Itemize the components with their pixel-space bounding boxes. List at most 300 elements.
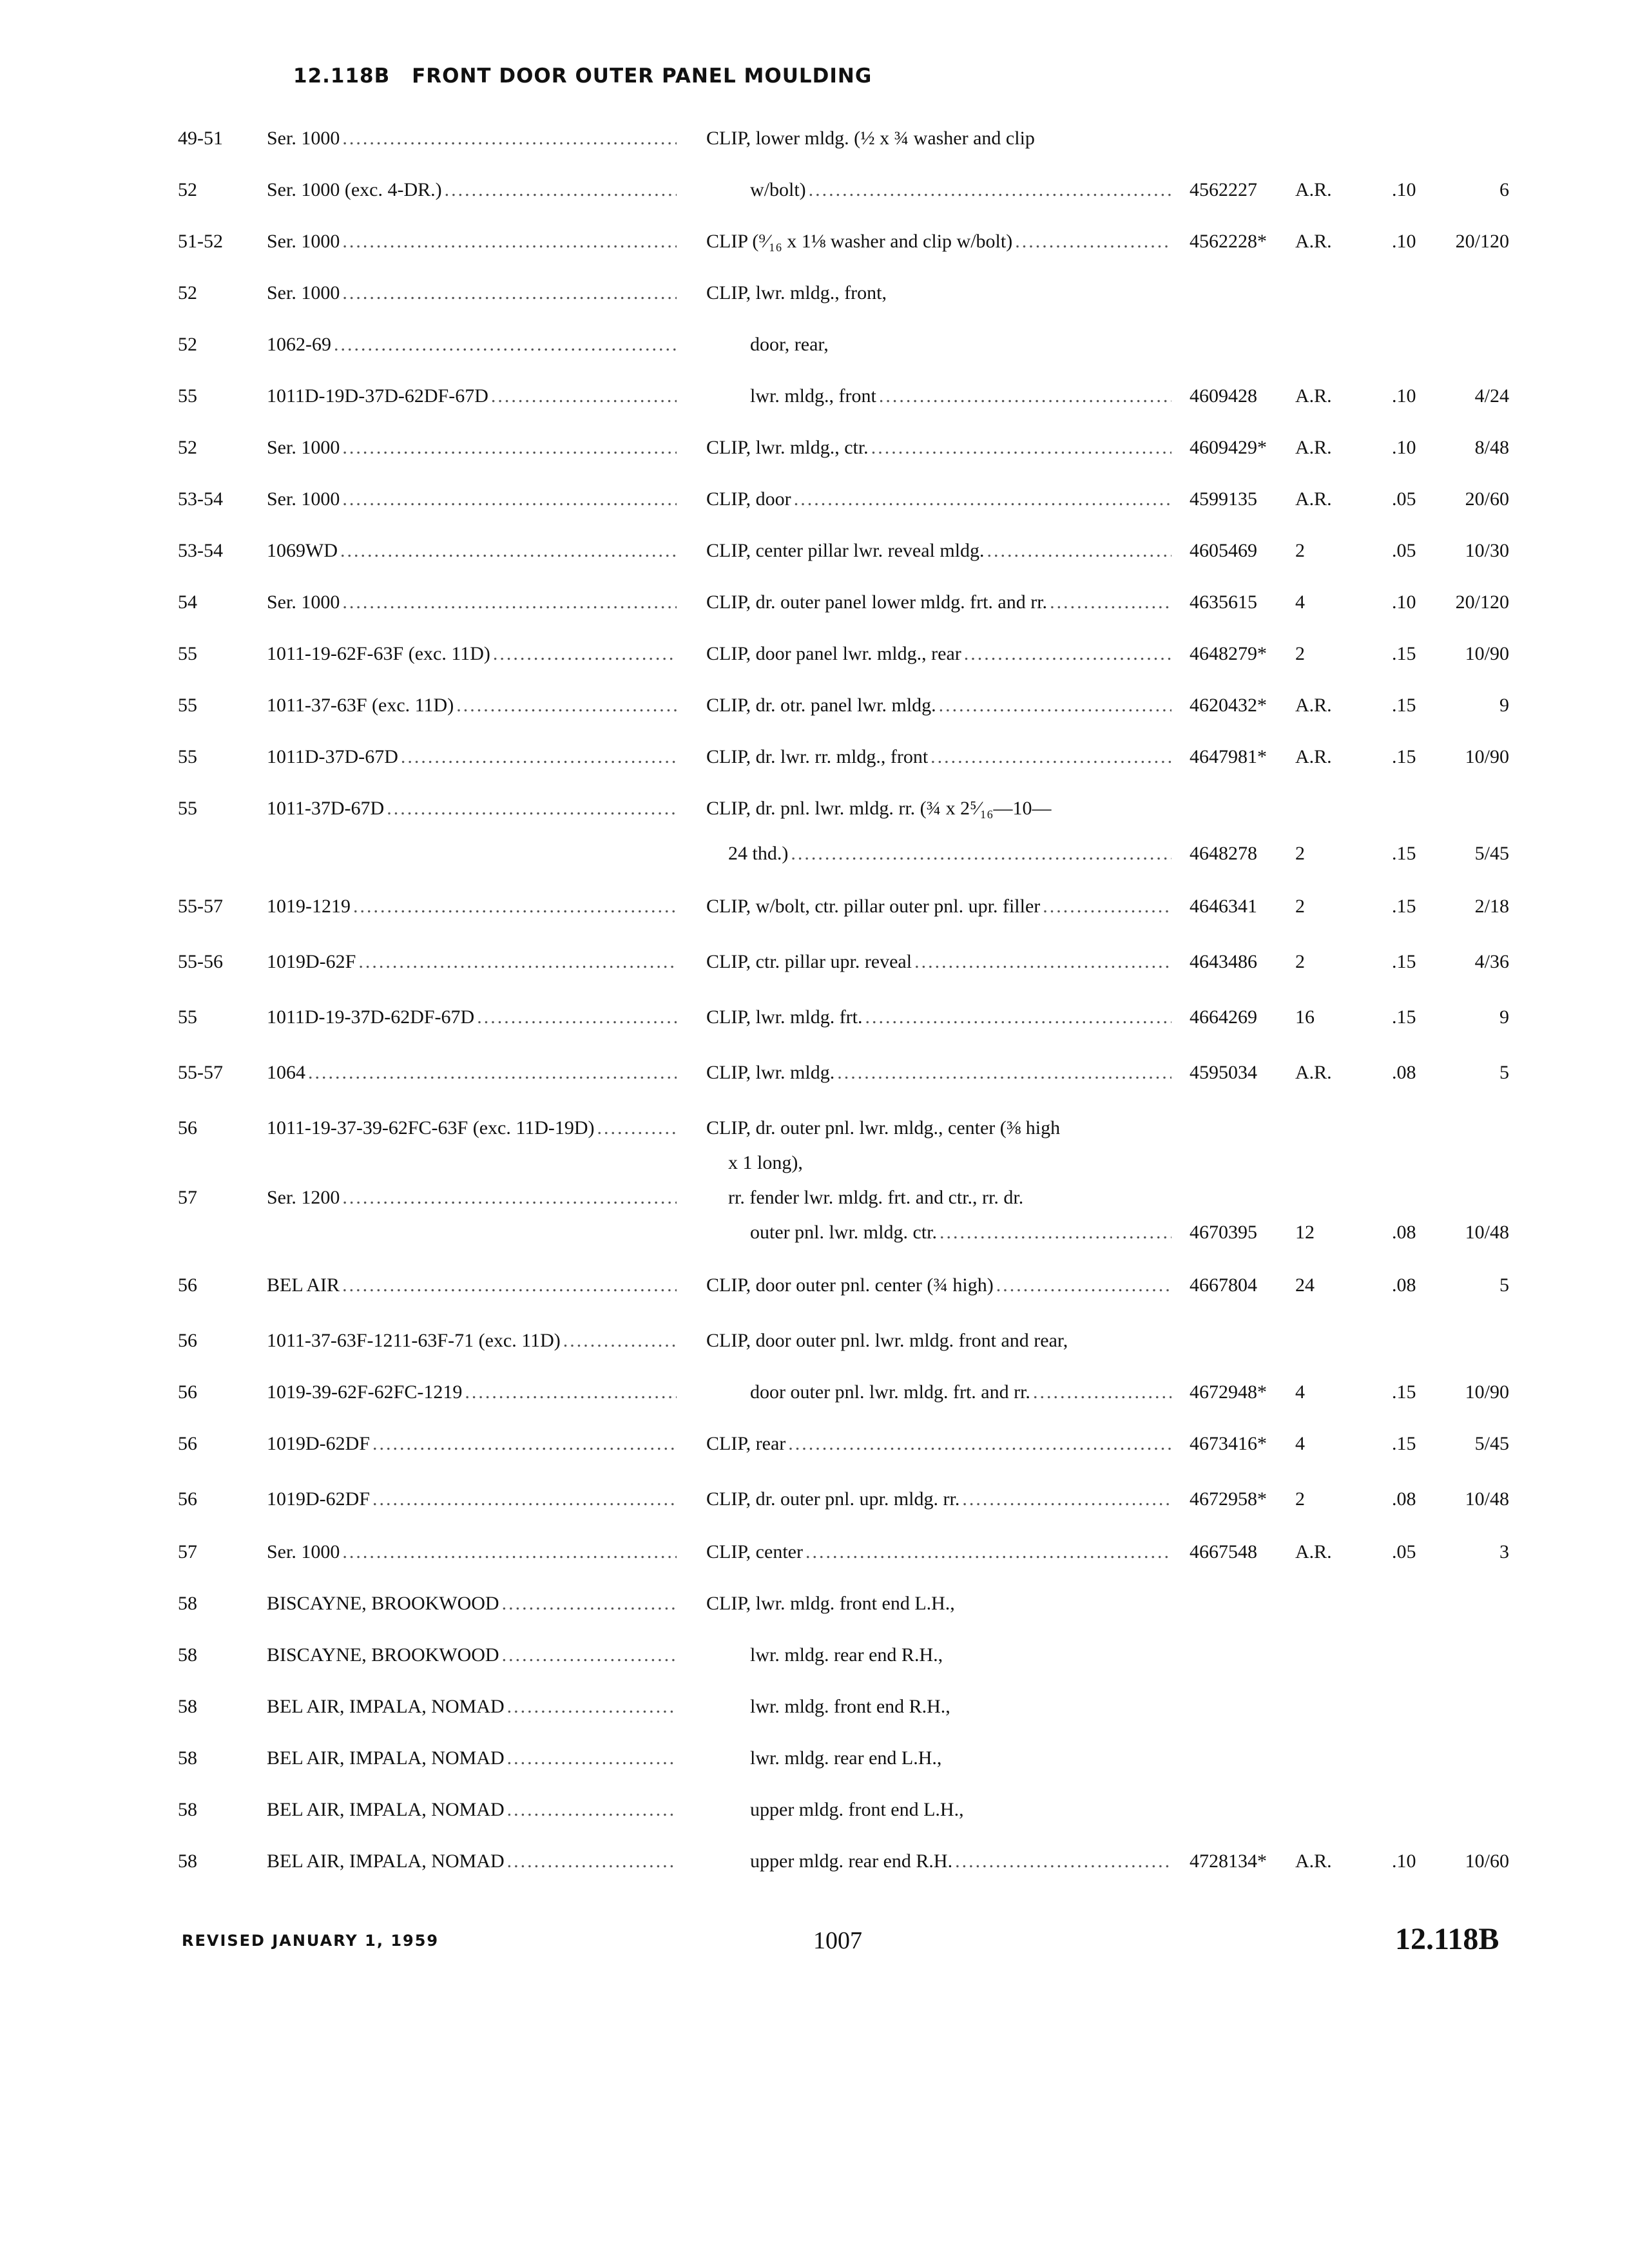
dot-leader	[985, 535, 1171, 567]
quantity: A.R.	[1295, 1850, 1332, 1872]
part-description	[706, 432, 1171, 464]
figure-number: 53-54	[178, 540, 223, 561]
table-row	[0, 586, 1629, 638]
part-description	[706, 890, 1171, 923]
revision-date: REVISED JANUARY 1, 1959	[182, 1932, 439, 1950]
price: .15	[1392, 1433, 1416, 1454]
price: .08	[1392, 1274, 1416, 1296]
figure-number: 56	[178, 1381, 197, 1403]
part-description-text: CLIP, rear	[706, 1433, 786, 1454]
quantity: A.R.	[1295, 437, 1332, 458]
figure-number: 57	[178, 1541, 197, 1562]
part-description	[750, 1216, 1171, 1249]
footer-section-number: 12.118B	[1395, 1922, 1499, 1956]
table-row	[0, 838, 1629, 890]
model-series-text: BEL AIR, IMPALA, NOMAD	[267, 1696, 505, 1717]
model-series-text: 1011-19-37-39-62FC-63F (exc. 11D-19D)	[267, 1117, 595, 1139]
model-series-text: Ser. 1200	[267, 1187, 340, 1208]
part-description-text: CLIP, door	[706, 488, 791, 510]
model-series	[267, 380, 677, 412]
dot-leader	[786, 1428, 1171, 1460]
quantity: 16	[1295, 1006, 1315, 1028]
price: .08	[1392, 1222, 1416, 1243]
table-row	[0, 1428, 1629, 1483]
package-quantity: 10/48	[1465, 1222, 1509, 1243]
part-number: 4605469	[1190, 540, 1257, 561]
model-series-text: 1069WD	[267, 540, 338, 561]
dot-leader	[340, 586, 677, 619]
figure-number: 56	[178, 1330, 197, 1351]
table-row	[0, 1794, 1629, 1845]
table-row	[0, 793, 1629, 838]
price: .15	[1392, 1381, 1416, 1403]
part-description	[706, 535, 1171, 567]
model-series-text: BEL AIR	[267, 1274, 340, 1296]
dot-leader	[340, 1269, 677, 1302]
model-series	[267, 689, 677, 722]
part-description	[750, 380, 1171, 412]
model-series	[267, 586, 677, 619]
model-series-text: 1011-19-62F-63F (exc. 11D)	[267, 643, 490, 664]
part-number: 4728134*	[1190, 1850, 1267, 1872]
dot-leader	[936, 689, 1171, 722]
dot-leader	[595, 1112, 677, 1144]
model-series-text: 1064	[267, 1062, 305, 1083]
figure-number: 56	[178, 1117, 197, 1139]
package-quantity: 9	[1499, 1006, 1509, 1028]
part-description	[706, 226, 1171, 258]
model-series	[267, 1428, 677, 1460]
package-quantity: 10/90	[1465, 746, 1509, 767]
part-number: 4673416*	[1190, 1433, 1267, 1454]
part-description: CLIP, lwr. mldg. front end L.H.,	[706, 1593, 955, 1614]
dot-leader	[1047, 586, 1171, 619]
figure-number: 57	[178, 1187, 197, 1208]
part-number: 4620432*	[1190, 695, 1267, 716]
part-number: 4667548	[1190, 1541, 1257, 1562]
model-series-text: Ser. 1000	[267, 1541, 340, 1562]
part-description	[706, 1536, 1171, 1568]
part-description: upper mldg. front end L.H.,	[750, 1799, 964, 1820]
dot-leader	[340, 1182, 677, 1214]
dot-leader	[384, 793, 677, 825]
part-description	[728, 838, 1171, 870]
figure-number: 55	[178, 385, 197, 407]
figure-number: 52	[178, 282, 197, 303]
part-description: CLIP, dr. pnl. lwr. mldg. rr. (¾ x 2⁵⁄₁₆—10—	[706, 798, 1052, 819]
model-series	[267, 277, 677, 309]
part-description-text: CLIP, door outer pnl. center (¾ high)	[706, 1274, 994, 1296]
model-series	[267, 1845, 677, 1878]
dot-leader	[869, 432, 1171, 464]
price: .05	[1392, 488, 1416, 510]
dot-leader	[462, 1376, 677, 1408]
part-description	[706, 946, 1171, 978]
part-number: 4672948*	[1190, 1381, 1267, 1403]
part-description-text: CLIP, lwr. mldg.	[706, 1062, 835, 1083]
model-series-text: 1019-39-62F-62FC-1219	[267, 1381, 463, 1403]
figure-number: 55	[178, 695, 197, 716]
part-description-text: CLIP, ctr. pillar upr. reveal	[706, 951, 912, 972]
price: .15	[1392, 896, 1416, 917]
figure-number: 55-57	[178, 896, 223, 917]
part-description: CLIP, lower mldg. (½ x ¾ washer and clip	[706, 128, 1035, 149]
table-row	[0, 1691, 1629, 1742]
package-quantity: 20/60	[1465, 488, 1509, 510]
part-description-text: CLIP, dr. outer panel lower mldg. frt. and rr.	[706, 591, 1048, 613]
model-series-text: Ser. 1000	[267, 591, 340, 613]
part-description-text: CLIP (⁹⁄₁₆ x 1⅛ washer and clip w/bolt)	[706, 231, 1013, 252]
package-quantity: 10/48	[1465, 1488, 1509, 1510]
part-number: 4647981*	[1190, 746, 1267, 767]
model-series	[267, 1483, 677, 1515]
part-description	[750, 1376, 1171, 1408]
dot-leader	[505, 1794, 677, 1826]
figure-number: 55	[178, 798, 197, 819]
dot-leader	[863, 1001, 1171, 1033]
model-series-text: Ser. 1000	[267, 231, 340, 252]
package-quantity: 5	[1499, 1274, 1509, 1296]
dot-leader	[505, 1691, 677, 1723]
dot-leader	[928, 741, 1171, 773]
page-title	[293, 64, 872, 88]
dot-leader	[788, 838, 1171, 870]
dot-leader	[961, 638, 1171, 670]
part-description	[750, 1845, 1171, 1878]
model-series	[267, 946, 677, 978]
model-series-text: 1019D-62DF	[267, 1488, 371, 1510]
part-number: 4609429*	[1190, 437, 1267, 458]
figure-number: 58	[178, 1747, 197, 1769]
table-row	[0, 535, 1629, 586]
model-series-text: BEL AIR, IMPALA, NOMAD	[267, 1850, 505, 1872]
dot-leader	[340, 226, 677, 258]
part-description: door, rear,	[750, 334, 829, 355]
model-series	[267, 483, 677, 515]
package-quantity: 2/18	[1474, 896, 1509, 917]
model-series	[267, 793, 677, 825]
dot-leader	[952, 1845, 1171, 1878]
model-series-text: 1011D-37D-67D	[267, 746, 398, 767]
quantity: 4	[1295, 1433, 1305, 1454]
quantity: 2	[1295, 540, 1305, 561]
quantity: 2	[1295, 951, 1305, 972]
part-number: 4646341	[1190, 896, 1257, 917]
quantity: 12	[1295, 1222, 1315, 1243]
model-series	[267, 1325, 677, 1357]
table-row	[0, 638, 1629, 689]
part-description	[706, 689, 1171, 722]
part-description-text: w/bolt)	[750, 179, 806, 200]
model-series-text: 1011D-19-37D-62DF-67D	[267, 1006, 475, 1028]
dot-leader	[340, 483, 677, 515]
part-number: 4635615	[1190, 591, 1257, 613]
table-row	[0, 277, 1629, 329]
quantity: 4	[1295, 1381, 1305, 1403]
quantity: A.R.	[1295, 695, 1332, 716]
model-series-text: 1062-69	[267, 334, 331, 355]
figure-number: 55-57	[178, 1062, 223, 1083]
model-series-text: 1019D-62DF	[267, 1433, 371, 1454]
part-number: 4648279*	[1190, 643, 1267, 664]
model-series-text: BISCAYNE, BROOKWOOD	[267, 1644, 499, 1666]
model-series	[267, 741, 677, 773]
figure-number: 52	[178, 437, 197, 458]
price: .10	[1392, 1850, 1416, 1872]
package-quantity: 20/120	[1455, 591, 1509, 613]
model-series-text: 1011-37-63F-1211-63F-71 (exc. 11D)	[267, 1330, 561, 1351]
package-quantity: 9	[1499, 695, 1509, 716]
quantity: A.R.	[1295, 179, 1332, 200]
package-quantity: 4/24	[1474, 385, 1509, 407]
quantity: 2	[1295, 896, 1305, 917]
dot-leader	[370, 1428, 677, 1460]
part-description-text: CLIP, dr. otr. panel lwr. mldg.	[706, 695, 936, 716]
table-row	[0, 890, 1629, 946]
dot-leader	[505, 1742, 677, 1774]
model-series-text: Ser. 1000	[267, 128, 340, 149]
quantity: A.R.	[1295, 385, 1332, 407]
price: .05	[1392, 1541, 1416, 1562]
section-title: FRONT DOOR OUTER PANEL MOULDING	[412, 64, 872, 88]
dot-leader	[454, 689, 677, 722]
dot-leader	[442, 174, 677, 206]
figure-number: 55-56	[178, 951, 223, 972]
section-number: 12.118B	[293, 64, 390, 88]
package-quantity: 10/90	[1465, 1381, 1509, 1403]
dot-leader	[356, 946, 677, 978]
figure-number: 58	[178, 1644, 197, 1666]
part-description-text: outer pnl. lwr. mldg. ctr.	[750, 1222, 937, 1243]
dot-leader	[499, 1639, 677, 1671]
table-row	[0, 1483, 1629, 1536]
price: .15	[1392, 951, 1416, 972]
package-quantity: 10/60	[1465, 1850, 1509, 1872]
table-row	[0, 946, 1629, 1001]
part-description	[706, 483, 1171, 515]
figure-number: 53-54	[178, 488, 223, 510]
price: .15	[1392, 695, 1416, 716]
dot-leader	[305, 1057, 677, 1089]
model-series-text: Ser. 1000 (exc. 4-DR.)	[267, 179, 442, 200]
part-number: 4599135	[1190, 488, 1257, 510]
dot-leader	[834, 1057, 1171, 1089]
figure-number: 52	[178, 334, 197, 355]
part-description-text: CLIP, w/bolt, ctr. pillar outer pnl. upr. filler	[706, 896, 1041, 917]
figure-number: 56	[178, 1488, 197, 1510]
figure-number: 55	[178, 1006, 197, 1028]
model-series	[267, 1001, 677, 1033]
model-series	[267, 1269, 677, 1302]
figure-number: 58	[178, 1850, 197, 1872]
part-description-text: CLIP, lwr. mldg., ctr.	[706, 437, 869, 458]
model-series	[267, 1536, 677, 1568]
price: .15	[1392, 643, 1416, 664]
dot-leader	[398, 741, 677, 773]
price: .08	[1392, 1488, 1416, 1510]
part-description: CLIP, lwr. mldg., front,	[706, 282, 887, 303]
model-series	[267, 1588, 677, 1620]
package-quantity: 6	[1499, 179, 1509, 200]
part-description: rr. fender lwr. mldg. frt. and ctr., rr. dr.	[728, 1187, 1024, 1208]
price: .10	[1392, 437, 1416, 458]
model-series	[267, 329, 677, 361]
parts-list	[0, 122, 1629, 1897]
figure-number: 54	[178, 591, 197, 613]
table-row	[0, 329, 1629, 380]
dot-leader	[912, 946, 1171, 978]
model-series	[267, 122, 677, 155]
dot-leader	[338, 535, 677, 567]
part-description	[706, 1269, 1171, 1302]
model-series	[267, 535, 677, 567]
package-quantity: 8/48	[1474, 437, 1509, 458]
quantity: 4	[1295, 591, 1305, 613]
dot-leader	[340, 122, 677, 155]
quantity: A.R.	[1295, 488, 1332, 510]
table-row	[0, 1376, 1629, 1428]
part-description-text: lwr. mldg., front	[750, 385, 876, 407]
quantity: 2	[1295, 843, 1305, 864]
quantity: 2	[1295, 1488, 1305, 1510]
figure-number: 56	[178, 1274, 197, 1296]
figure-number: 58	[178, 1799, 197, 1820]
part-number: 4562228*	[1190, 231, 1267, 252]
package-quantity: 3	[1499, 1541, 1509, 1562]
dot-leader	[561, 1325, 677, 1357]
table-row	[0, 1536, 1629, 1588]
dot-leader	[1030, 1376, 1171, 1408]
part-number: 4664269	[1190, 1006, 1257, 1028]
table-row	[0, 1639, 1629, 1691]
part-number: 4595034	[1190, 1062, 1257, 1083]
part-number: 4648278	[1190, 843, 1257, 864]
dot-leader	[959, 1483, 1171, 1515]
part-description	[750, 174, 1171, 206]
part-number: 4670395	[1190, 1222, 1257, 1243]
table-row	[0, 741, 1629, 793]
part-description	[706, 1428, 1171, 1460]
model-series	[267, 1639, 677, 1671]
part-number: 4643486	[1190, 951, 1257, 972]
table-row	[0, 1147, 1629, 1182]
page-number: 1007	[813, 1927, 862, 1954]
part-description-text: CLIP, door panel lwr. mldg., rear	[706, 643, 961, 664]
part-description-text: CLIP, center	[706, 1541, 803, 1562]
model-series	[267, 174, 677, 206]
figure-number: 56	[178, 1433, 197, 1454]
price: .10	[1392, 385, 1416, 407]
quantity: A.R.	[1295, 1062, 1332, 1083]
dot-leader	[994, 1269, 1171, 1302]
dot-leader	[474, 1001, 677, 1033]
quantity: A.R.	[1295, 1541, 1332, 1562]
dot-leader	[488, 380, 677, 412]
model-series-text: BISCAYNE, BROOKWOOD	[267, 1593, 499, 1614]
package-quantity: 5	[1499, 1062, 1509, 1083]
table-row	[0, 380, 1629, 432]
part-number: 4672958*	[1190, 1488, 1267, 1510]
model-series	[267, 226, 677, 258]
model-series-text: 1019D-62F	[267, 951, 356, 972]
figure-number: 52	[178, 179, 197, 200]
price: .15	[1392, 746, 1416, 767]
figure-number: 51-52	[178, 231, 223, 252]
part-description	[706, 1001, 1171, 1033]
model-series-text: BEL AIR, IMPALA, NOMAD	[267, 1799, 505, 1820]
price: .15	[1392, 843, 1416, 864]
model-series-text: 1011-37D-67D	[267, 798, 385, 819]
price: .10	[1392, 179, 1416, 200]
price: .15	[1392, 1006, 1416, 1028]
package-quantity: 10/30	[1465, 540, 1509, 561]
table-row	[0, 1269, 1629, 1325]
dot-leader	[806, 174, 1171, 206]
model-series	[267, 1691, 677, 1723]
model-series-text: Ser. 1000	[267, 437, 340, 458]
part-description: lwr. mldg. rear end L.H.,	[750, 1747, 942, 1769]
model-series	[267, 1112, 677, 1144]
model-series	[267, 1057, 677, 1089]
part-description: lwr. mldg. front end R.H.,	[750, 1696, 950, 1717]
part-number: 4562227	[1190, 179, 1257, 200]
part-description-text: CLIP, dr. outer pnl. upr. mldg. rr.	[706, 1488, 960, 1510]
dot-leader	[505, 1845, 677, 1878]
table-row	[0, 689, 1629, 741]
dot-leader	[340, 1536, 677, 1568]
table-row	[0, 122, 1629, 174]
figure-number: 55	[178, 746, 197, 767]
dot-leader	[937, 1216, 1171, 1249]
table-row	[0, 174, 1629, 226]
dot-leader	[351, 890, 677, 923]
model-series	[267, 1742, 677, 1774]
price: .10	[1392, 591, 1416, 613]
table-row	[0, 1057, 1629, 1112]
table-row	[0, 1001, 1629, 1057]
figure-number: 49-51	[178, 128, 223, 149]
dot-leader	[340, 432, 677, 464]
part-description-text: CLIP, center pillar lwr. reveal mldg.	[706, 540, 985, 561]
quantity: 2	[1295, 643, 1305, 664]
model-series	[267, 638, 677, 670]
part-description-text: 24 thd.)	[728, 843, 789, 864]
table-row	[0, 1742, 1629, 1794]
quantity: 24	[1295, 1274, 1315, 1296]
price: .05	[1392, 540, 1416, 561]
package-quantity: 20/120	[1455, 231, 1509, 252]
part-description-text: CLIP, dr. lwr. rr. mldg., front	[706, 746, 929, 767]
table-row	[0, 1216, 1629, 1269]
model-series-text: 1011-37-63F (exc. 11D)	[267, 695, 454, 716]
table-row	[0, 1112, 1629, 1147]
figure-number: 58	[178, 1696, 197, 1717]
quantity: A.R.	[1295, 231, 1332, 252]
dot-leader	[490, 638, 677, 670]
price: .08	[1392, 1062, 1416, 1083]
part-description	[706, 638, 1171, 670]
model-series	[267, 890, 677, 923]
table-row	[0, 1845, 1629, 1897]
table-row	[0, 1325, 1629, 1376]
part-description: CLIP, door outer pnl. lwr. mldg. front and rear,	[706, 1330, 1068, 1351]
part-description	[706, 1057, 1171, 1089]
part-description-text: door outer pnl. lwr. mldg. frt. and rr.	[750, 1381, 1030, 1403]
package-quantity: 10/90	[1465, 643, 1509, 664]
figure-number: 58	[178, 1593, 197, 1614]
model-series	[267, 1794, 677, 1826]
model-series-text: Ser. 1000	[267, 282, 340, 303]
